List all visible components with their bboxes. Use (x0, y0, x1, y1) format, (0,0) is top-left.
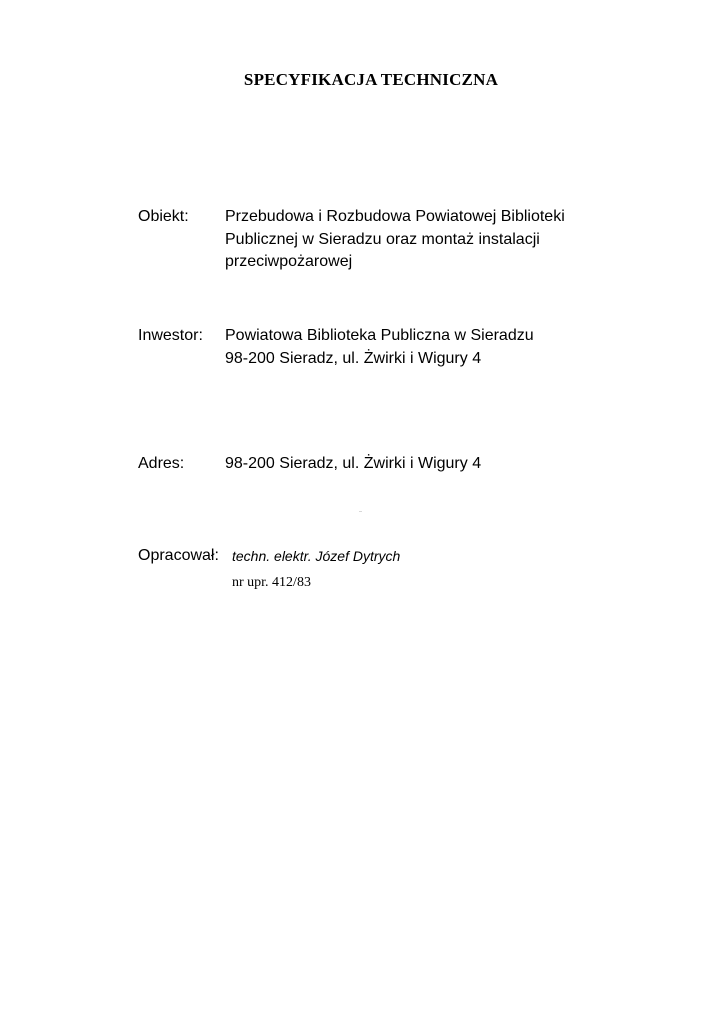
investor-value (225, 325, 534, 370)
author-license-number: nr upr. 412/83 (232, 575, 311, 590)
prepared-by-label: Opracował: (138, 547, 219, 564)
investor-label: Inwestor: (138, 327, 203, 344)
address-line: 98-200 Sieradz, ul. Żwirki i Wigury 4 (225, 455, 482, 472)
object-line: Przebudowa i Rozbudowa Powiatowej Biblioteki (225, 208, 565, 225)
document-title: SPECYFIKACJA TECHNICZNA (243, 70, 499, 89)
object-label: Obiekt: (138, 208, 189, 225)
object-line: Publicznej w Sieradzu oraz montaż instalacji (225, 230, 540, 248)
author-name: techn. elektr. Józef Dytrych (232, 548, 401, 564)
investor-line: 98-200 Sieradz, ul. Żwirki i Wigury 4 (225, 349, 482, 367)
object-value (225, 206, 565, 274)
scan-speck (359, 511, 362, 512)
address-value (225, 453, 481, 476)
investor-line: Powiatowa Biblioteka Publiczna w Sieradzu (225, 327, 534, 344)
address-label: Adres: (138, 455, 185, 472)
object-line: przeciwpożarowej (225, 253, 353, 270)
